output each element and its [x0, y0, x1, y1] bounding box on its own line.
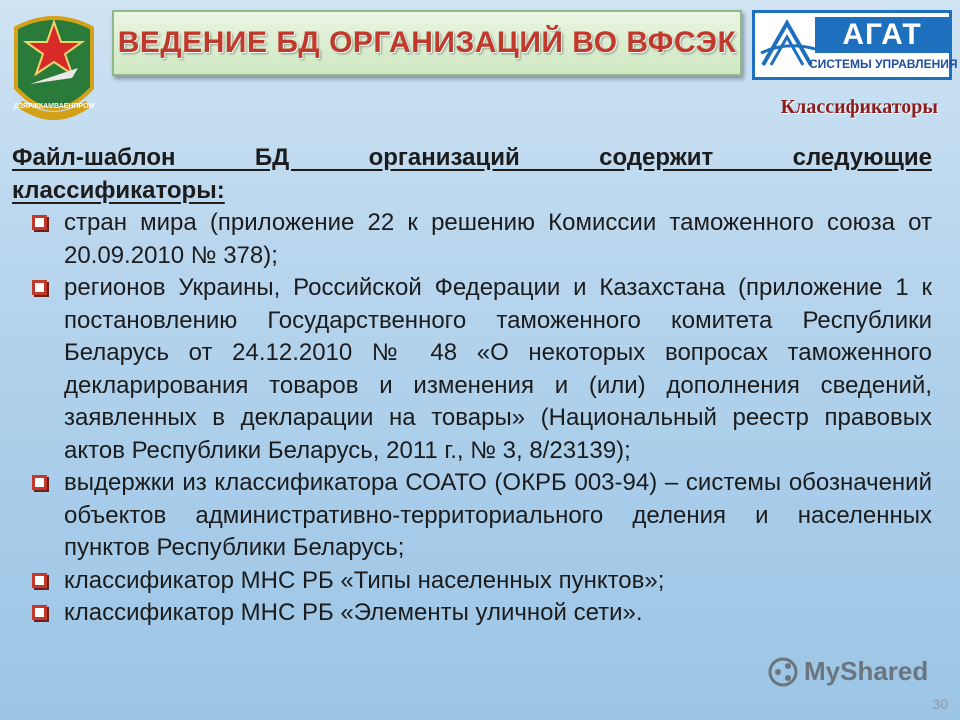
- organization-emblem: [6, 8, 102, 134]
- watermark: [768, 656, 928, 687]
- page-number: 30: [932, 696, 948, 712]
- title-banner: [112, 10, 742, 76]
- slide-content: [12, 142, 932, 630]
- checkbox-bullet-icon: [32, 215, 47, 230]
- emblem-text: ДЗЯРЖКАМВАЕНПРОМ: [13, 103, 95, 110]
- list-item: [30, 272, 932, 467]
- checkbox-bullet-icon: [32, 573, 47, 588]
- watermark-text: MyShared: [804, 656, 929, 686]
- list-item-text: классификатор МНС РБ «Типы населенных пунктов»;: [64, 566, 665, 594]
- checkbox-bullet-icon: [32, 605, 47, 620]
- slide-title: ВЕДЕНИЕ БД ОРГАНИЗАЦИЙ ВО ВФСЭК: [117, 26, 737, 59]
- list-item-text: выдержки из классификатора СОАТО (ОКРБ 003-94) – системы обозначений объектов административно-территориального деления и населенных пунктов Республики Беларусь;: [64, 469, 932, 561]
- intro-line-2: классификаторы:: [12, 176, 225, 204]
- checkbox-bullet-icon: [32, 475, 47, 490]
- classifier-list: [12, 207, 932, 630]
- agat-logo: [752, 10, 958, 80]
- share-icon: [768, 657, 798, 687]
- section-label: Классификаторы: [780, 96, 938, 118]
- list-item-text: классификатор МНС РБ «Элементы уличной сети».: [64, 599, 643, 626]
- logo-subtitle: СИСТЕМЫ УПРАВЛЕНИЯ: [809, 57, 958, 71]
- list-item: [30, 597, 932, 630]
- checkbox-bullet-icon: [32, 280, 47, 295]
- logo-name: АГАТ: [815, 17, 949, 53]
- list-item-text: регионов Украины, Российской Федерации и Казахстана (приложение 1 к постановлению Государственного таможенного комитета Республики Беларусь от 24.12.2010 № 48 «О некоторых вопросах таможенного декларирования товаров и изменения и (или) дополнения сведений, заявленных в декларации на товары» (Национальный реестр правовых актов Республики Беларусь, 2011 г., № 3, 8/23139);: [64, 274, 932, 464]
- list-item-text: стран мира (приложение 22 к решению Комиссии таможенного союза от 20.09.2010 № 378);: [64, 209, 932, 269]
- list-item: [30, 565, 932, 598]
- list-item: [30, 467, 932, 565]
- agat-logo-mark-icon: [757, 13, 817, 77]
- list-item: [30, 207, 932, 272]
- intro-line-1: Файл-шаблон БД организаций содержит следующие: [12, 144, 932, 171]
